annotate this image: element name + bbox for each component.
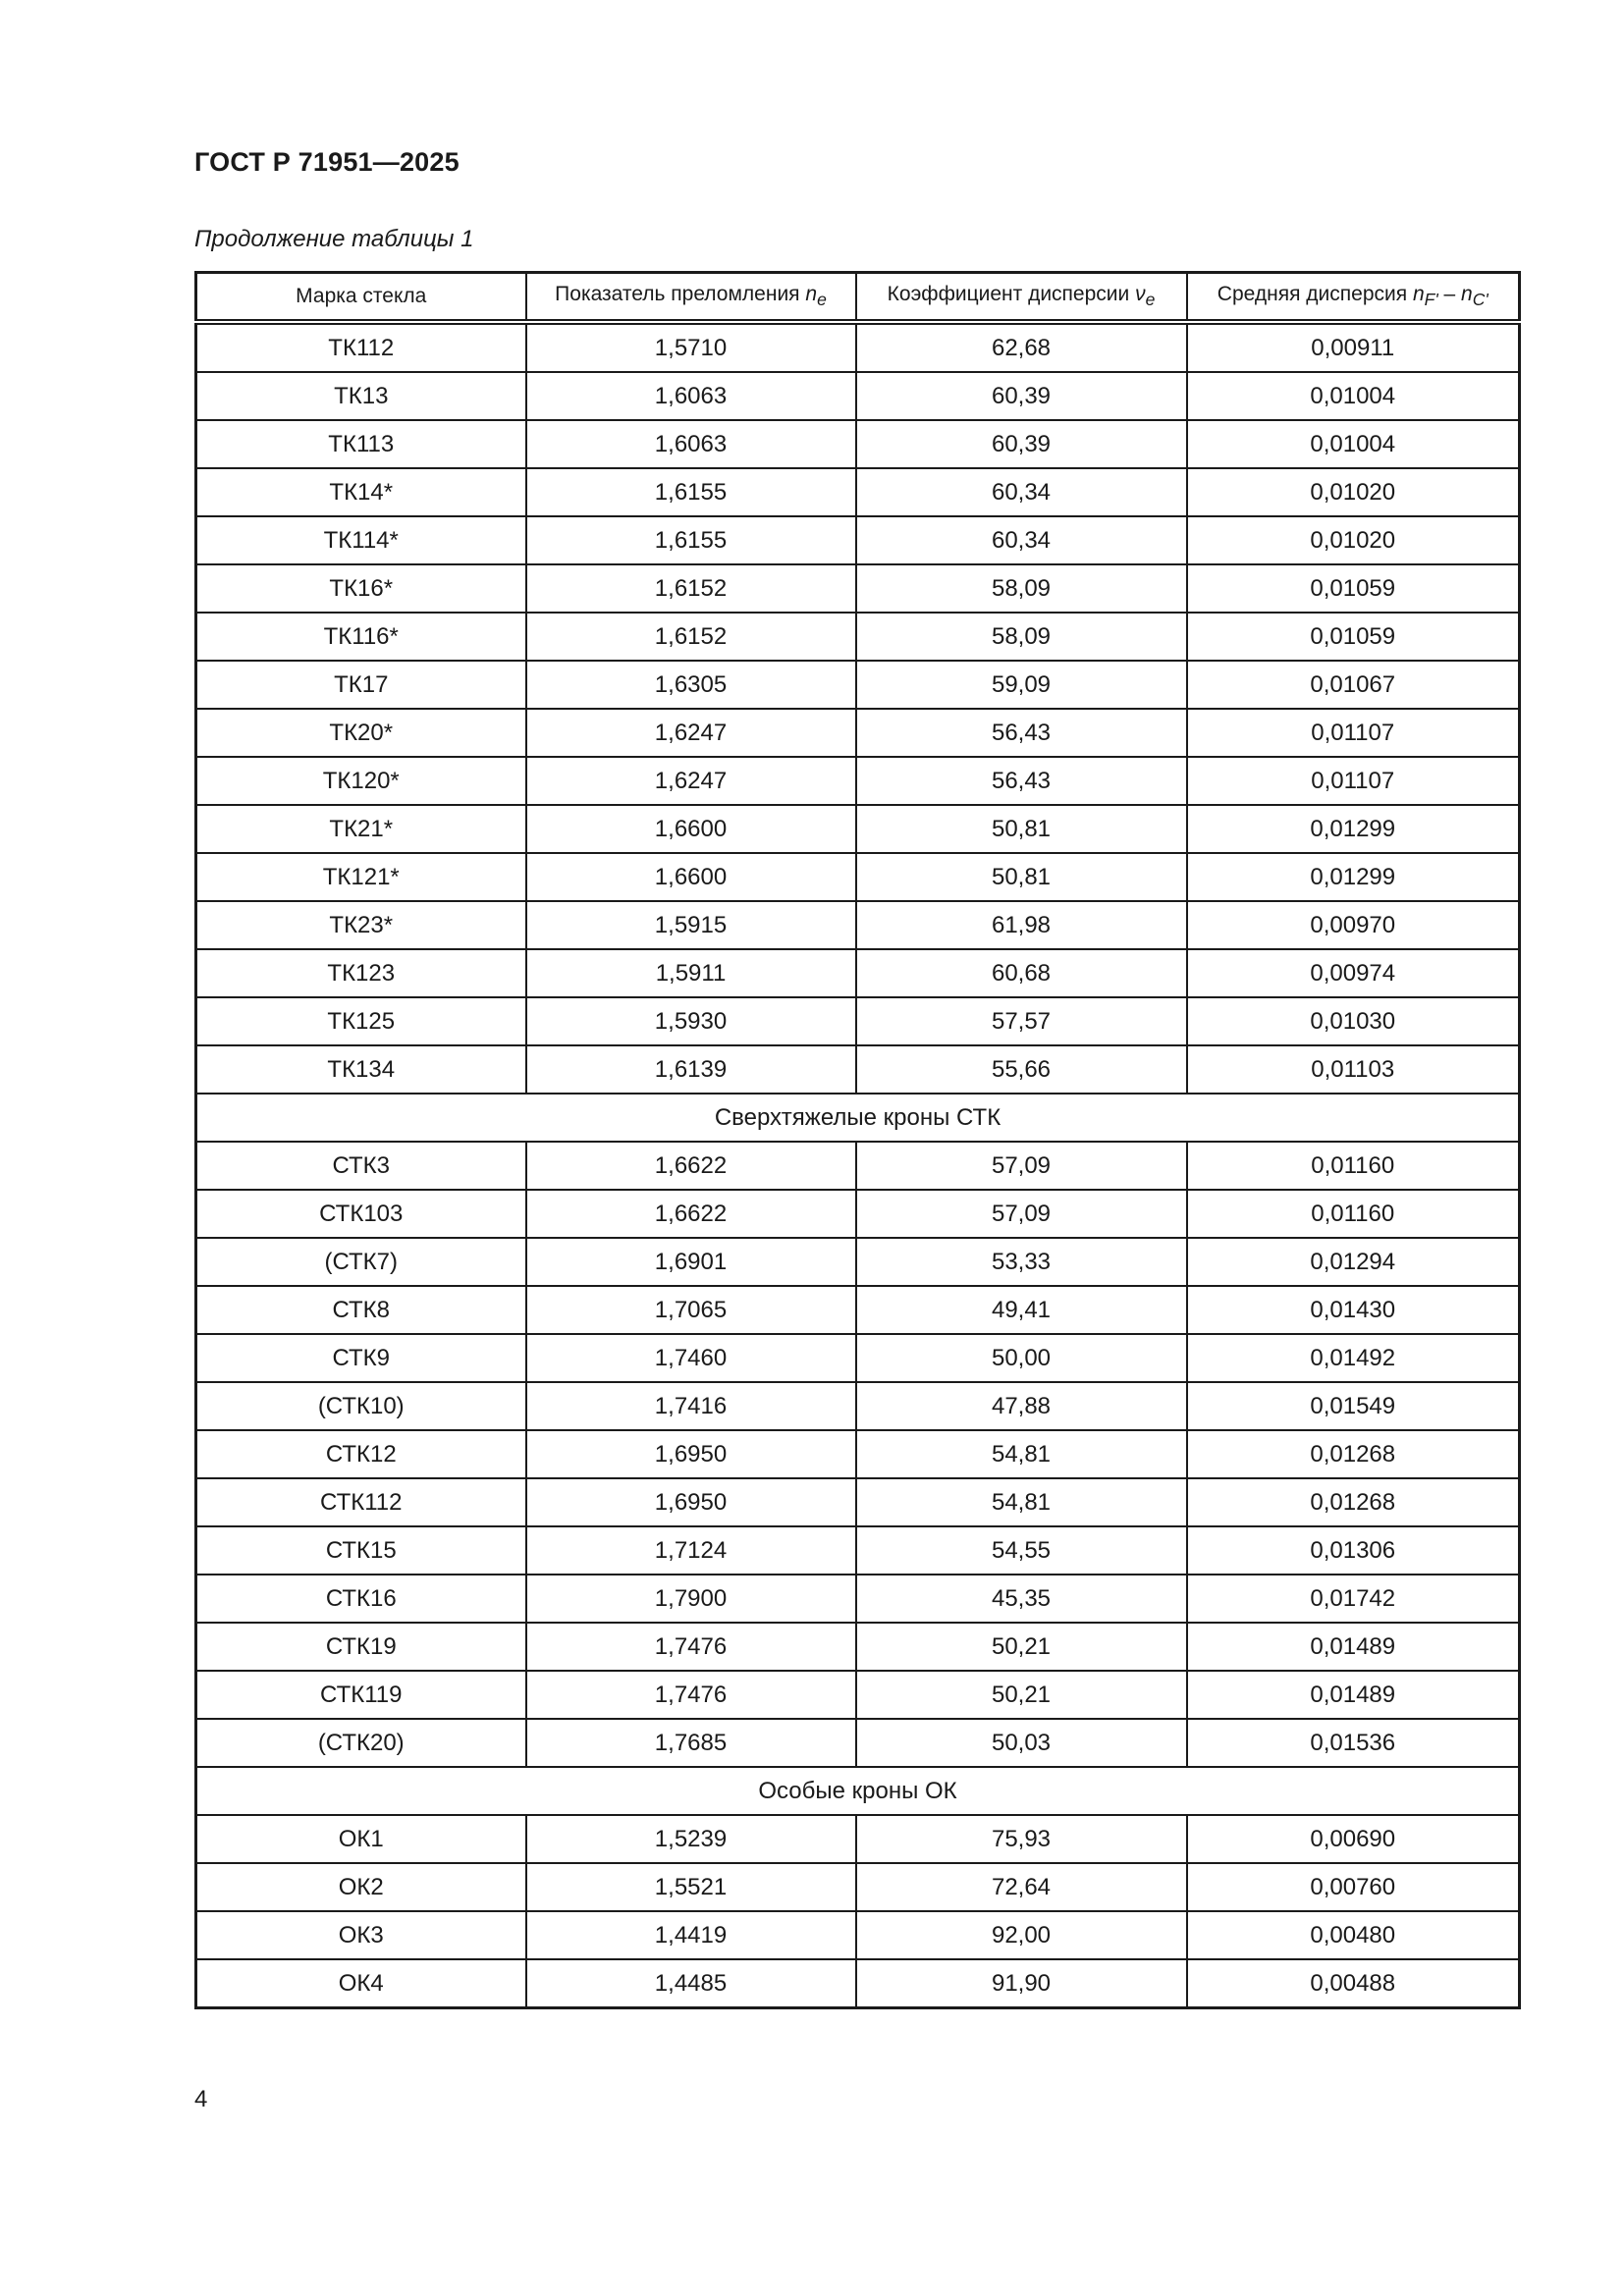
cell-mean-dispersion: 0,01103: [1187, 1045, 1520, 1094]
cell-mean-dispersion: 0,01742: [1187, 1575, 1520, 1623]
table-row: [196, 1238, 1520, 1286]
cell-dispersion-coefficient: 60,39: [856, 420, 1187, 468]
cell-mean-dispersion: 0,01299: [1187, 805, 1520, 853]
cell-refractive-index: 1,7460: [526, 1334, 856, 1382]
cell-refractive-index: 1,6155: [526, 468, 856, 516]
cell-refractive-index: 1,5710: [526, 322, 856, 372]
table-row: [196, 1526, 1520, 1575]
table-row: [196, 1575, 1520, 1623]
cell-dispersion-coefficient: 54,81: [856, 1430, 1187, 1478]
cell-refractive-index: 1,5930: [526, 997, 856, 1045]
cell-mean-dispersion: 0,00488: [1187, 1959, 1520, 2008]
header-refractive-index: [526, 273, 856, 323]
table-row: [196, 564, 1520, 613]
cell-dispersion-coefficient: 60,34: [856, 468, 1187, 516]
cell-dispersion-coefficient: 50,81: [856, 853, 1187, 901]
cell-dispersion-coefficient: 50,21: [856, 1671, 1187, 1719]
cell-glass-grade: ТК20*: [196, 709, 526, 757]
cell-mean-dispersion: 0,00970: [1187, 901, 1520, 949]
cell-dispersion-coefficient: 50,00: [856, 1334, 1187, 1382]
cell-mean-dispersion: 0,01107: [1187, 757, 1520, 805]
table-row: [196, 1719, 1520, 1767]
cell-glass-grade: СТК103: [196, 1190, 526, 1238]
cell-refractive-index: 1,6063: [526, 372, 856, 420]
table-row: [196, 613, 1520, 661]
table-row: [196, 805, 1520, 853]
cell-glass-grade: ТК17: [196, 661, 526, 709]
cell-dispersion-coefficient: 92,00: [856, 1911, 1187, 1959]
cell-glass-grade: ТК134: [196, 1045, 526, 1094]
table-row: [196, 901, 1520, 949]
cell-dispersion-coefficient: 61,98: [856, 901, 1187, 949]
cell-dispersion-coefficient: 60,34: [856, 516, 1187, 564]
cell-refractive-index: 1,5915: [526, 901, 856, 949]
table-row: [196, 1190, 1520, 1238]
cell-mean-dispersion: 0,01020: [1187, 468, 1520, 516]
header-refractive-index-text: Показатель преломления: [555, 282, 806, 305]
cell-refractive-index: 1,7416: [526, 1382, 856, 1430]
cell-dispersion-coefficient: 55,66: [856, 1045, 1187, 1094]
cell-glass-grade: (СТК20): [196, 1719, 526, 1767]
cell-mean-dispersion: 0,01030: [1187, 997, 1520, 1045]
table-row: [196, 1959, 1520, 2008]
cell-glass-grade: ТК14*: [196, 468, 526, 516]
section-title: Особые кроны ОК: [196, 1767, 1520, 1815]
cell-dispersion-coefficient: 50,81: [856, 805, 1187, 853]
cell-mean-dispersion: 0,01160: [1187, 1142, 1520, 1190]
cell-glass-grade: ТК116*: [196, 613, 526, 661]
cell-mean-dispersion: 0,01536: [1187, 1719, 1520, 1767]
cell-refractive-index: 1,7124: [526, 1526, 856, 1575]
cell-glass-grade: ТК16*: [196, 564, 526, 613]
cell-mean-dispersion: 0,00690: [1187, 1815, 1520, 1863]
cell-refractive-index: 1,6622: [526, 1142, 856, 1190]
header-mean-dispersion-text: Средняя дисперсия: [1217, 282, 1413, 305]
cell-refractive-index: 1,6600: [526, 805, 856, 853]
cell-dispersion-coefficient: 72,64: [856, 1863, 1187, 1911]
cell-glass-grade: ТК113: [196, 420, 526, 468]
cell-dispersion-coefficient: 54,55: [856, 1526, 1187, 1575]
cell-refractive-index: 1,6600: [526, 853, 856, 901]
header-dispersion-coefficient: [856, 273, 1187, 323]
table-row: [196, 757, 1520, 805]
glass-properties-table: [194, 271, 1521, 2009]
cell-dispersion-coefficient: 49,41: [856, 1286, 1187, 1334]
cell-mean-dispersion: 0,01492: [1187, 1334, 1520, 1382]
cell-refractive-index: 1,6139: [526, 1045, 856, 1094]
header-mean-dispersion: [1187, 273, 1520, 323]
cell-refractive-index: 1,7476: [526, 1623, 856, 1671]
cell-refractive-index: 1,6901: [526, 1238, 856, 1286]
table-row: [196, 1815, 1520, 1863]
cell-mean-dispersion: 0,01430: [1187, 1286, 1520, 1334]
cell-glass-grade: СТК9: [196, 1334, 526, 1382]
symbol-n: n: [1461, 282, 1473, 305]
cell-mean-dispersion: 0,01059: [1187, 564, 1520, 613]
cell-refractive-index: 1,5911: [526, 949, 856, 997]
cell-glass-grade: СТК19: [196, 1623, 526, 1671]
cell-mean-dispersion: 0,01306: [1187, 1526, 1520, 1575]
cell-glass-grade: ОК2: [196, 1863, 526, 1911]
cell-glass-grade: ТК120*: [196, 757, 526, 805]
cell-dispersion-coefficient: 57,57: [856, 997, 1187, 1045]
table-row: [196, 1286, 1520, 1334]
document-title: ГОСТ Р 71951—2025: [194, 147, 460, 177]
table-row: [196, 372, 1520, 420]
cell-refractive-index: 1,5239: [526, 1815, 856, 1863]
cell-mean-dispersion: 0,01489: [1187, 1623, 1520, 1671]
cell-mean-dispersion: 0,01294: [1187, 1238, 1520, 1286]
cell-refractive-index: 1,6305: [526, 661, 856, 709]
cell-glass-grade: СТК15: [196, 1526, 526, 1575]
header-glass-grade-text: Марка стекла: [296, 285, 427, 307]
cell-dispersion-coefficient: 60,39: [856, 372, 1187, 420]
symbol-subscript-c: C': [1472, 290, 1489, 310]
cell-glass-grade: ТК23*: [196, 901, 526, 949]
symbol-n: n: [1412, 282, 1425, 305]
cell-glass-grade: ТК112: [196, 322, 526, 372]
table-row: [196, 322, 1520, 372]
table-row: [196, 1671, 1520, 1719]
cell-glass-grade: СТК3: [196, 1142, 526, 1190]
table-row: [196, 1334, 1520, 1382]
cell-glass-grade: СТК112: [196, 1478, 526, 1526]
cell-dispersion-coefficient: 54,81: [856, 1478, 1187, 1526]
cell-mean-dispersion: 0,01004: [1187, 420, 1520, 468]
cell-mean-dispersion: 0,01489: [1187, 1671, 1520, 1719]
cell-mean-dispersion: 0,01059: [1187, 613, 1520, 661]
cell-mean-dispersion: 0,00911: [1187, 322, 1520, 372]
cell-mean-dispersion: 0,00974: [1187, 949, 1520, 997]
cell-mean-dispersion: 0,01299: [1187, 853, 1520, 901]
cell-mean-dispersion: 0,01160: [1187, 1190, 1520, 1238]
cell-refractive-index: 1,6950: [526, 1430, 856, 1478]
cell-dispersion-coefficient: 47,88: [856, 1382, 1187, 1430]
cell-glass-grade: ОК1: [196, 1815, 526, 1863]
cell-refractive-index: 1,6155: [526, 516, 856, 564]
cell-dispersion-coefficient: 56,43: [856, 757, 1187, 805]
cell-dispersion-coefficient: 62,68: [856, 322, 1187, 372]
cell-refractive-index: 1,5521: [526, 1863, 856, 1911]
table-row: [196, 1430, 1520, 1478]
cell-glass-grade: ТК13: [196, 372, 526, 420]
cell-refractive-index: 1,6247: [526, 709, 856, 757]
cell-refractive-index: 1,4419: [526, 1911, 856, 1959]
header-dispersion-coefficient-text: Коэффициент дисперсии: [887, 282, 1136, 305]
cell-refractive-index: 1,7476: [526, 1671, 856, 1719]
table-row: [196, 1623, 1520, 1671]
cell-glass-grade: СТК16: [196, 1575, 526, 1623]
section-row: [196, 1767, 1520, 1815]
cell-refractive-index: 1,6063: [526, 420, 856, 468]
cell-dispersion-coefficient: 58,09: [856, 564, 1187, 613]
cell-mean-dispersion: 0,00480: [1187, 1911, 1520, 1959]
cell-dispersion-coefficient: 50,03: [856, 1719, 1187, 1767]
cell-mean-dispersion: 0,01268: [1187, 1478, 1520, 1526]
cell-refractive-index: 1,6247: [526, 757, 856, 805]
cell-glass-grade: СТК12: [196, 1430, 526, 1478]
table-header-row: [196, 273, 1520, 323]
table-row: [196, 661, 1520, 709]
table-row: [196, 516, 1520, 564]
cell-mean-dispersion: 0,00760: [1187, 1863, 1520, 1911]
table-row: [196, 1863, 1520, 1911]
table-row: [196, 1911, 1520, 1959]
table-row: [196, 1382, 1520, 1430]
cell-dispersion-coefficient: 59,09: [856, 661, 1187, 709]
cell-glass-grade: ТК125: [196, 997, 526, 1045]
cell-glass-grade: ОК3: [196, 1911, 526, 1959]
cell-glass-grade: ТК123: [196, 949, 526, 997]
cell-dispersion-coefficient: 45,35: [856, 1575, 1187, 1623]
cell-refractive-index: 1,7900: [526, 1575, 856, 1623]
cell-mean-dispersion: 0,01549: [1187, 1382, 1520, 1430]
cell-glass-grade: ТК21*: [196, 805, 526, 853]
cell-glass-grade: ТК121*: [196, 853, 526, 901]
symbol-subscript-e: e: [1145, 290, 1156, 310]
minus-sign: –: [1437, 282, 1462, 305]
cell-glass-grade: (СТК7): [196, 1238, 526, 1286]
cell-refractive-index: 1,4485: [526, 1959, 856, 2008]
cell-glass-grade: СТК119: [196, 1671, 526, 1719]
cell-mean-dispersion: 0,01107: [1187, 709, 1520, 757]
cell-dispersion-coefficient: 50,21: [856, 1623, 1187, 1671]
cell-refractive-index: 1,7065: [526, 1286, 856, 1334]
cell-glass-grade: СТК8: [196, 1286, 526, 1334]
symbol-nu: ν: [1135, 282, 1146, 305]
table-body: [196, 322, 1520, 2008]
cell-glass-grade: (СТК10): [196, 1382, 526, 1430]
cell-refractive-index: 1,6152: [526, 613, 856, 661]
cell-refractive-index: 1,6152: [526, 564, 856, 613]
cell-dispersion-coefficient: 58,09: [856, 613, 1187, 661]
table-row: [196, 949, 1520, 997]
table-row: [196, 468, 1520, 516]
table-row: [196, 997, 1520, 1045]
symbol-subscript-f: F': [1424, 290, 1438, 310]
cell-refractive-index: 1,6622: [526, 1190, 856, 1238]
table-row: [196, 853, 1520, 901]
table-row: [196, 1478, 1520, 1526]
header-glass-grade: [196, 273, 526, 323]
section-title: Сверхтяжелые кроны СТК: [196, 1094, 1520, 1142]
cell-dispersion-coefficient: 53,33: [856, 1238, 1187, 1286]
cell-glass-grade: ОК4: [196, 1959, 526, 2008]
cell-mean-dispersion: 0,01067: [1187, 661, 1520, 709]
table-caption: Продолжение таблицы 1: [194, 226, 474, 252]
page-number: 4: [194, 2086, 208, 2112]
cell-refractive-index: 1,7685: [526, 1719, 856, 1767]
cell-dispersion-coefficient: 57,09: [856, 1190, 1187, 1238]
cell-mean-dispersion: 0,01268: [1187, 1430, 1520, 1478]
cell-dispersion-coefficient: 60,68: [856, 949, 1187, 997]
symbol-n: n: [805, 282, 818, 305]
section-row: [196, 1094, 1520, 1142]
table-row: [196, 1045, 1520, 1094]
cell-refractive-index: 1,6950: [526, 1478, 856, 1526]
table-row: [196, 420, 1520, 468]
cell-dispersion-coefficient: 56,43: [856, 709, 1187, 757]
cell-mean-dispersion: 0,01020: [1187, 516, 1520, 564]
cell-dispersion-coefficient: 91,90: [856, 1959, 1187, 2008]
cell-mean-dispersion: 0,01004: [1187, 372, 1520, 420]
cell-dispersion-coefficient: 57,09: [856, 1142, 1187, 1190]
cell-dispersion-coefficient: 75,93: [856, 1815, 1187, 1863]
table-row: [196, 709, 1520, 757]
symbol-subscript-e: e: [817, 290, 827, 310]
table-row: [196, 1142, 1520, 1190]
cell-glass-grade: ТК114*: [196, 516, 526, 564]
